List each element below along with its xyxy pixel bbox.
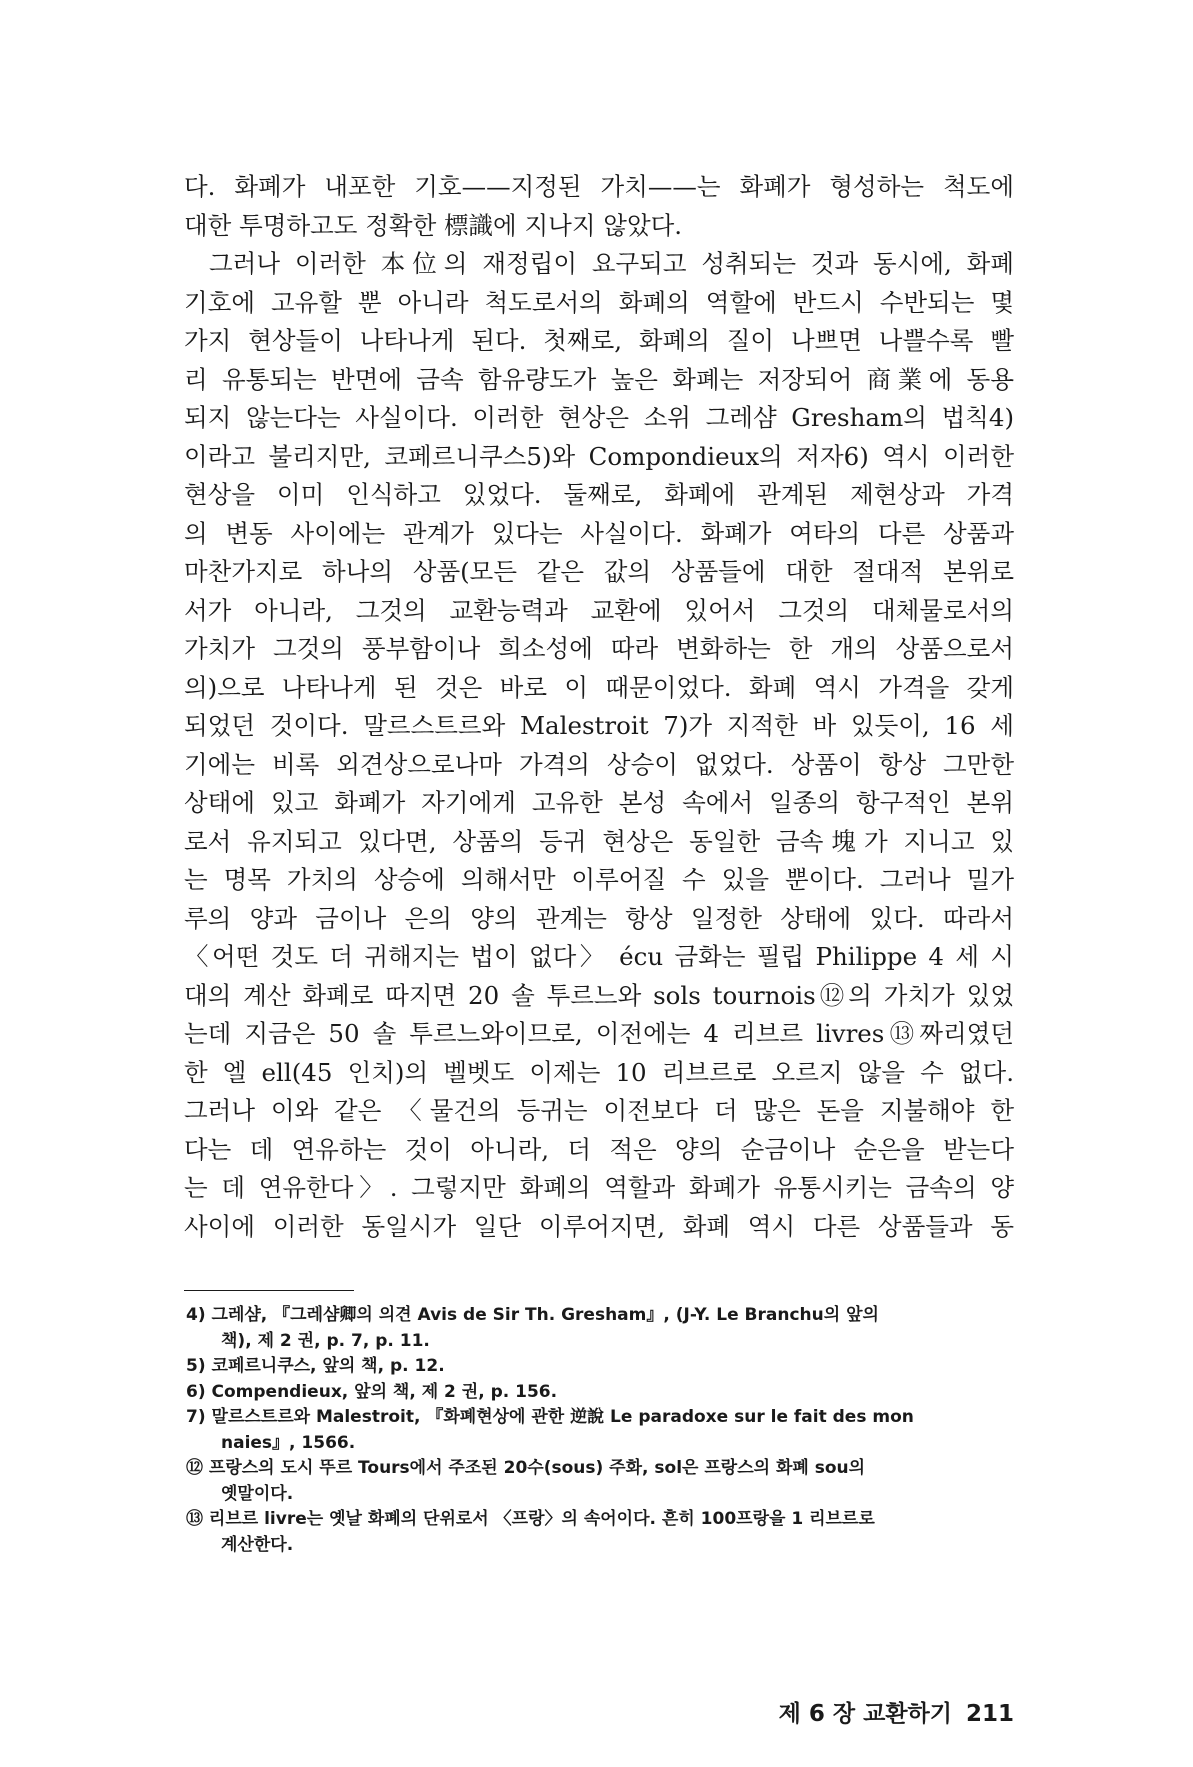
text-line: 는 데 연유한다〉. 그렇지만 화폐의 역할과 화폐가 유통시키는 금속의 양	[184, 1173, 1014, 1202]
text-line: 가치가 그것의 풍부함이나 희소성에 따라 변화하는 한 개의 상품으로서	[184, 634, 1014, 663]
text-line: 이라고 불리지만, 코페르니쿠스5)와 Compondieux의 저자6) 역시 이러한	[184, 441, 1014, 471]
text-line: 다. 화폐가 내포한 기호——지정된 가치——는 화폐가 형성하는 척도에	[184, 172, 1014, 201]
footnote-13-continued: 계산한다.	[221, 1534, 294, 1555]
footnote-7-continued: naies』, 1566.	[221, 1432, 356, 1453]
text-line: 그러나 이와 같은 〈물건의 등귀는 이전보다 더 많은 돈을 지불해야 한	[184, 1096, 1014, 1125]
page-number: 211	[965, 1701, 1014, 1727]
text-line: 되었던 것이다. 말르스트르와 Malestroit 7)가 지적한 바 있듯이, 16 세	[184, 711, 1014, 740]
text-line: 상태에 있고 화폐가 자기에게 고유한 본성 속에서 일종의 항구적인 본위	[184, 788, 1014, 817]
text-line: 가지 현상들이 나타나게 된다. 첫째로, 화폐의 질이 나쁘면 나쁠수록 빨	[184, 326, 1014, 355]
text-line: 되지 않는다는 사실이다. 이러한 현상은 소위 그레샴 Gresham의 법칙4)	[184, 403, 1014, 432]
text-line: 대한 투명하고도 정확한 標識에 지나지 않았다.	[184, 210, 683, 240]
footnote-6: 6) Compendieux, 앞의 책, 제 2 권, p. 156.	[186, 1381, 558, 1402]
footnotes	[186, 1303, 1014, 1558]
body-text	[184, 168, 1014, 1246]
footnote-12-continued: 옛말이다.	[221, 1483, 294, 1504]
footnote-divider	[184, 1290, 354, 1291]
footnote-13: ⑬ 리브르 livre는 옛날 화폐의 단위로서 〈프랑〉의 속어이다. 흔히 100프랑을 1 리브르로	[186, 1509, 875, 1529]
running-chapter-title: 제 6 장 교환하기	[778, 1701, 952, 1727]
text-line: 현상을 이미 인식하고 있었다. 둘째로, 화폐에 관계된 제현상과 가격	[184, 480, 1014, 509]
text-line: 는 명목 가치의 상승에 의해서만 이루어질 수 있을 뿐이다. 그러나 밀가	[184, 865, 1014, 894]
text-line: 의 변동 사이에는 관계가 있다는 사실이다. 화폐가 여타의 다른 상품과	[184, 518, 1014, 548]
text-line: 리 유통되는 반면에 금속 함유량도가 높은 화폐는 저장되어 商業에 동용	[184, 364, 1014, 394]
footnote-4-continued: 책), 제 2 권, p. 7, p. 11.	[221, 1330, 430, 1351]
page-footer	[700, 1695, 1014, 1728]
text-line: 기에는 비록 외견상으로나마 가격의 상승이 없었다. 상품이 항상 그만한	[184, 749, 1014, 779]
footnote-5: 5) 코페르니쿠스, 앞의 책, p. 12.	[186, 1356, 445, 1376]
text-line: 다는 데 연유하는 것이 아니라, 더 적은 양의 순금이나 순은을 받는다	[184, 1134, 1014, 1164]
footnote-7: 7) 말르스트르와 Malestroit, 『화폐현상에 관한 逆說 Le paradoxe sur le fait des mon	[186, 1407, 914, 1427]
text-line: 루의 양과 금이나 은의 양의 관계는 항상 일정한 상태에 있다. 따라서	[184, 903, 1014, 933]
text-line: 마찬가지로 하나의 상품(모든 같은 값의 상품들에 대한 절대적 본위로	[184, 557, 1014, 586]
text-line: 서가 아니라, 그것의 교환능력과 교환에 있어서 그것의 대체물로서의	[184, 595, 1014, 625]
text-line: 그러나 이러한 本位의 재정립이 요구되고 성취되는 것과 동시에, 화폐	[209, 249, 1014, 278]
text-line: 의)으로 나타나게 된 것은 바로 이 때문이었다. 화폐 역시 가격을 갖게	[184, 672, 1014, 702]
text-line: 기호에 고유할 뿐 아니라 척도로서의 화폐의 역할에 반드시 수반되는 몇	[184, 287, 1014, 317]
footnote-12: ⑫ 프랑스의 도시 뚜르 Tours에서 주조된 20수(sous) 주화, sol은 프랑스의 화폐 sou의	[186, 1458, 866, 1478]
text-line: 〈어떤 것도 더 귀해지는 법이 없다〉 écu 금화는 필립 Philippe 4 세 시	[184, 942, 1014, 971]
text-line: 는데 지금은 50 솔 투르느와이므로, 이전에는 4 리브르 livres⑬짜리였던	[184, 1019, 1014, 1048]
text-line: 한 엘 ell(45 인치)의 벨벳도 이제는 10 리브르로 오르지 않을 수 없다.	[184, 1057, 1014, 1087]
footnote-4: 4) 그레샴, 『그레샴卿의 의견 Avis de Sir Th. Gresham』, (J-Y. Le Branchu의 앞의	[186, 1305, 879, 1325]
text-line: 사이에 이러한 동일시가 일단 이루어지면, 화폐 역시 다른 상품들과 동	[184, 1211, 1014, 1241]
text-line: 대의 계산 화폐로 따지면 20 솔 투르느와 sols tournois⑫의 가치가 있었	[184, 980, 1014, 1010]
text-line: 로서 유지되고 있다면, 상품의 등귀 현상은 동일한 금속塊가 지니고 있	[184, 826, 1014, 856]
